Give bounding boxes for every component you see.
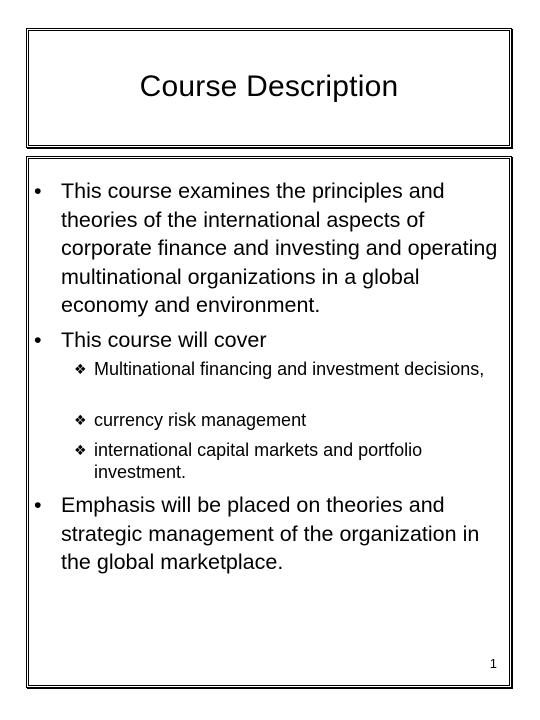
- diamond-bullet-icon: ❖: [74, 412, 87, 428]
- bullet-text: This course will cover: [61, 328, 267, 352]
- bullet-marker: •: [34, 493, 42, 517]
- bullet-text: Emphasis will be placed on theories and strategic management of the organization in the global marketplace.: [61, 493, 480, 574]
- diamond-bullet-icon: ❖: [74, 361, 87, 377]
- bullet-text: This course examines the principles and theories of the international aspects of corporate finance and investing and operating multinational organizations in a global economy and environment.: [61, 179, 498, 317]
- content-box: [26, 156, 512, 688]
- bullet-marker: •: [34, 328, 42, 352]
- bullet-marker: •: [34, 179, 42, 203]
- sub-bullet-text: international capital markets and portfolio investment.: [94, 440, 423, 482]
- page-number: 1: [489, 656, 497, 671]
- title-box: [26, 28, 512, 148]
- sub-bullet-text: currency risk management: [94, 410, 307, 430]
- slide-title: Course Description: [139, 70, 399, 103]
- sub-bullet-text: Multinational financing and investment decisions,: [94, 359, 485, 379]
- diamond-bullet-icon: ❖: [74, 442, 87, 458]
